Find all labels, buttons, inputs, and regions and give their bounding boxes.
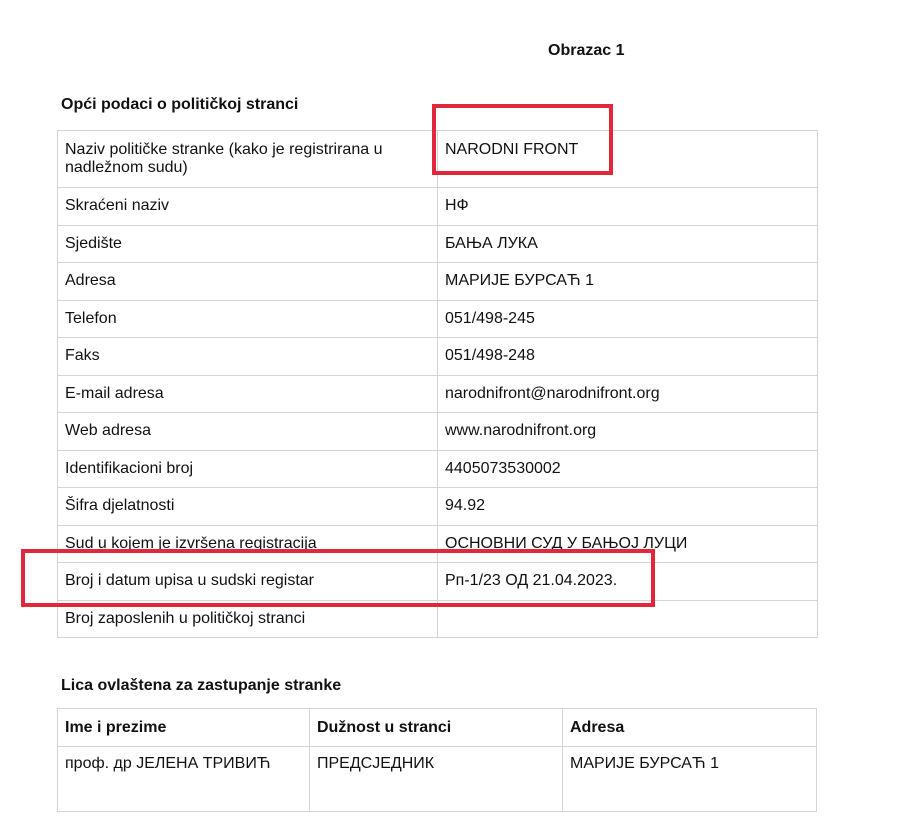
representatives-title: Lica ovlaštena za zastupanje stranke — [61, 677, 342, 694]
phone-label: Telefon — [58, 300, 438, 338]
party-name-value: NARODNI FRONT — [438, 131, 818, 188]
header-name: Ime i prezime — [58, 709, 310, 747]
table-row — [58, 338, 818, 376]
table-row — [58, 488, 818, 526]
table-row — [58, 188, 818, 226]
table-row — [58, 450, 818, 488]
registration-value: Рп-1/23 ОД 21.04.2023. — [438, 563, 818, 601]
id-number-label: Identifikacioni broj — [58, 450, 438, 488]
table-row — [58, 525, 818, 563]
short-name-value: НФ — [438, 188, 818, 226]
address-label: Adresa — [58, 263, 438, 301]
representatives-table — [57, 708, 817, 812]
court-label: Sud u kojem je izvršena registracija — [58, 525, 438, 563]
email-value: narodnifront@narodnifront.org — [438, 375, 818, 413]
header-address: Adresa — [563, 709, 817, 747]
rep-address: МАРИЈЕ БУРСАЋ 1 — [563, 747, 817, 812]
short-name-label: Skraćeni naziv — [58, 188, 438, 226]
activity-code-value: 94.92 — [438, 488, 818, 526]
party-name-label: Naziv političke stranke (kako je registrirana u nadležnom sudu) — [58, 131, 438, 188]
table-row — [58, 225, 818, 263]
court-value: ОСНОВНИ СУД У БАЊОЈ ЛУЦИ — [438, 525, 818, 563]
employees-value — [438, 600, 818, 638]
general-info-table — [57, 130, 818, 638]
web-label: Web adresa — [58, 413, 438, 451]
table-row — [58, 263, 818, 301]
phone-value: 051/498-245 — [438, 300, 818, 338]
general-info-title: Opći podaci o političkoj stranci — [61, 96, 299, 113]
seat-value: БАЊА ЛУКА — [438, 225, 818, 263]
id-number-value: 4405073530002 — [438, 450, 818, 488]
table-row — [58, 131, 818, 188]
table-row — [58, 413, 818, 451]
table-row — [58, 600, 818, 638]
table-row — [58, 563, 818, 601]
email-label: E-mail adresa — [58, 375, 438, 413]
table-header-row — [58, 709, 817, 747]
seat-label: Sjedište — [58, 225, 438, 263]
registration-label: Broj i datum upisa u sudski registar — [58, 563, 438, 601]
employees-label: Broj zaposlenih u političkoj stranci — [58, 600, 438, 638]
table-row — [58, 747, 817, 812]
rep-name: проф. др ЈЕЛЕНА ТРИВИЋ — [58, 747, 310, 812]
form-number-label: Obrazac 1 — [548, 42, 625, 59]
address-value: МАРИЈЕ БУРСАЋ 1 — [438, 263, 818, 301]
table-row — [58, 300, 818, 338]
activity-code-label: Šifra djelatnosti — [58, 488, 438, 526]
table-row — [58, 375, 818, 413]
fax-value: 051/498-248 — [438, 338, 818, 376]
web-value: www.narodnifront.org — [438, 413, 818, 451]
fax-label: Faks — [58, 338, 438, 376]
rep-duty: ПРЕДСЈЕДНИК — [310, 747, 563, 812]
header-duty: Dužnost u stranci — [310, 709, 563, 747]
